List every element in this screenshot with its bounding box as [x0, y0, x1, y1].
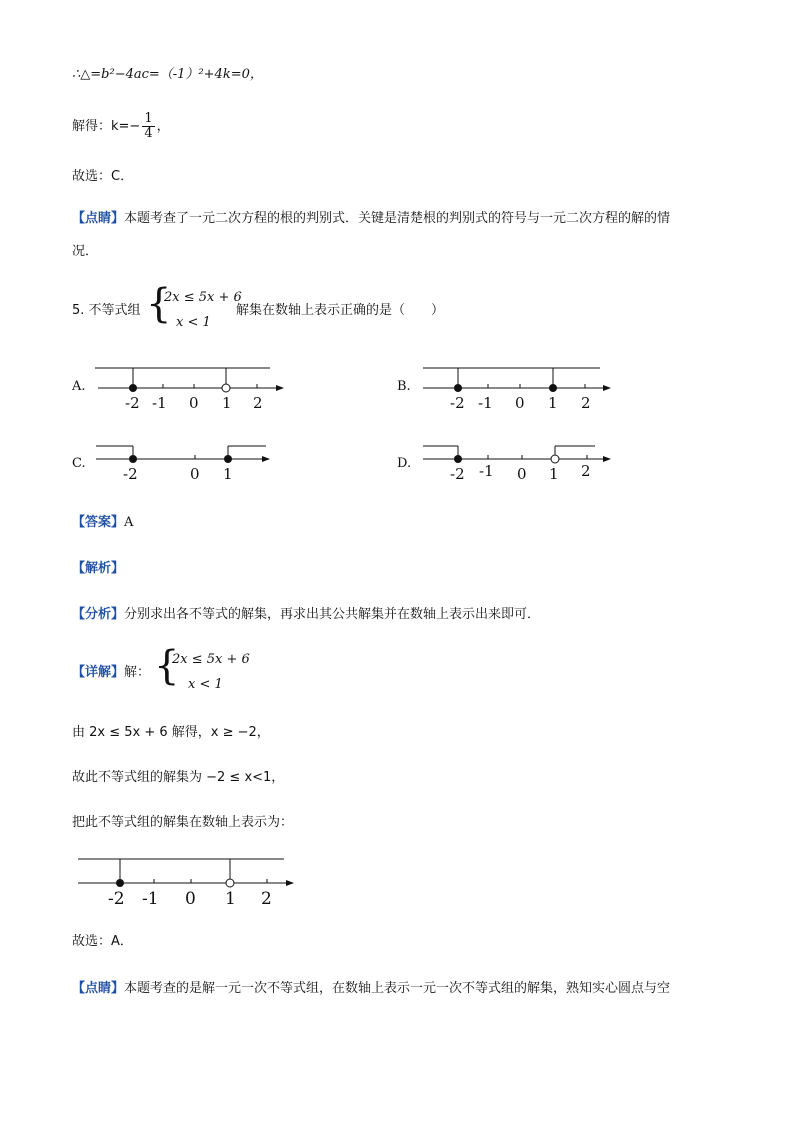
- tick-label: 1: [223, 465, 233, 483]
- left-brace: {: [146, 281, 172, 327]
- filled-point: [454, 384, 462, 392]
- discriminant-line: ∴△=b²−4ac=（-1）²+4k=0，: [72, 67, 263, 82]
- tick-label: 0: [185, 889, 196, 909]
- choose-c-line: 故选：C．: [72, 169, 134, 184]
- detail-text: 解：: [124, 665, 151, 680]
- fenxi-tag: 【分析】: [72, 607, 125, 622]
- answer-tag: 【答案】: [72, 515, 125, 530]
- number-line-option-a[interactable]: [90, 360, 390, 430]
- fenxi-text: 分别求出各不等式的解集，再求出其公共解集并在数轴上表示出来即可．: [124, 607, 541, 622]
- solve-k-prefix: 解得：k=−: [72, 119, 141, 134]
- tick-label: 2: [253, 394, 263, 412]
- tick-label: 1: [548, 394, 558, 412]
- hollow-point: [551, 455, 559, 463]
- tick-label: -1: [142, 889, 159, 909]
- answer-value: A: [124, 515, 134, 530]
- step-2-line: 故此不等式组的解集为 −2 ≤ x<1，: [72, 770, 285, 785]
- tick-label: -2: [450, 394, 465, 412]
- tick-label: 0: [517, 465, 527, 483]
- option-b-label[interactable]: B.: [397, 379, 411, 394]
- tick-label: 1: [549, 465, 559, 483]
- number-line-option-d[interactable]: [415, 438, 715, 508]
- system-row-2: x < 1: [188, 677, 223, 692]
- filled-point: [224, 455, 232, 463]
- answer-line: [72, 514, 133, 532]
- step-3-line: 把此不等式组的解集在数轴上表示为：: [72, 815, 294, 830]
- solve-k-line: [72, 112, 170, 141]
- tick-label: -2: [450, 465, 465, 483]
- number-line-option-b[interactable]: [415, 360, 715, 430]
- system-row-2: x < 1: [176, 315, 211, 330]
- comment-text: 本题考查了一元二次方程的根的判别式．关键是清楚根的判别式的符号与一元二次方程的解的情: [124, 211, 671, 226]
- tick-label: -1: [479, 462, 494, 480]
- left-brace: {: [154, 643, 180, 689]
- filled-point: [454, 455, 462, 463]
- system-row-1: 2x ≤ 5x + 6: [164, 290, 242, 305]
- choose-a-line: 故选：A．: [72, 934, 133, 949]
- option-a-label[interactable]: A.: [72, 379, 86, 394]
- tick-label: 0: [515, 394, 525, 412]
- fraction-denominator: 4: [144, 126, 153, 141]
- tick-label: 2: [581, 394, 591, 412]
- question-5-prefix: 5. 不等式组: [72, 303, 141, 318]
- solve-k-suffix: ，: [156, 119, 170, 134]
- final-comment-text: 本题考查的是解一元一次不等式组，在数轴上表示一元一次不等式组的解集，熟知实心圆点与空: [124, 981, 671, 996]
- final-comment-tag: 【点睛】: [72, 981, 125, 996]
- system-row-1: 2x ≤ 5x + 6: [172, 652, 250, 667]
- tick-label: 2: [261, 889, 272, 909]
- filled-point: [549, 384, 557, 392]
- analysis-heading: 【解析】: [72, 561, 125, 576]
- tick-label: -2: [125, 394, 140, 412]
- solution-number-line: [76, 852, 396, 922]
- comment-line: [72, 210, 670, 228]
- step-1-line: 由 2x ≤ 5x + 6 解得，x ≥ −2，: [72, 725, 270, 740]
- option-c-label[interactable]: C.: [72, 456, 86, 471]
- tick-label: 1: [222, 394, 232, 412]
- option-d-label[interactable]: D.: [397, 456, 412, 471]
- filled-point: [129, 384, 137, 392]
- tick-label: 0: [190, 465, 200, 483]
- tick-label: -2: [123, 465, 138, 483]
- tick-label: 1: [225, 889, 236, 909]
- hollow-point: [226, 879, 234, 887]
- tick-label: 2: [581, 462, 591, 480]
- tick-label: -2: [108, 889, 125, 909]
- detail-line: [72, 664, 150, 682]
- comment-tag: 【点睛】: [72, 211, 125, 226]
- filled-point: [116, 879, 124, 887]
- filled-point: [129, 455, 137, 463]
- comment-line-continued: 况．: [72, 244, 99, 259]
- tick-label: -1: [152, 394, 167, 412]
- tick-label: -1: [478, 394, 493, 412]
- hollow-point: [222, 384, 230, 392]
- fraction-numerator: 1: [144, 111, 153, 126]
- question-5-suffix: 解集在数轴上表示正确的是（ ）: [236, 303, 445, 318]
- fenxi-line: [72, 606, 540, 624]
- fraction: [142, 112, 154, 141]
- final-comment-line: [72, 980, 670, 998]
- tick-label: 0: [189, 394, 199, 412]
- detail-tag: 【详解】: [72, 665, 125, 680]
- number-line-option-c[interactable]: [90, 438, 390, 508]
